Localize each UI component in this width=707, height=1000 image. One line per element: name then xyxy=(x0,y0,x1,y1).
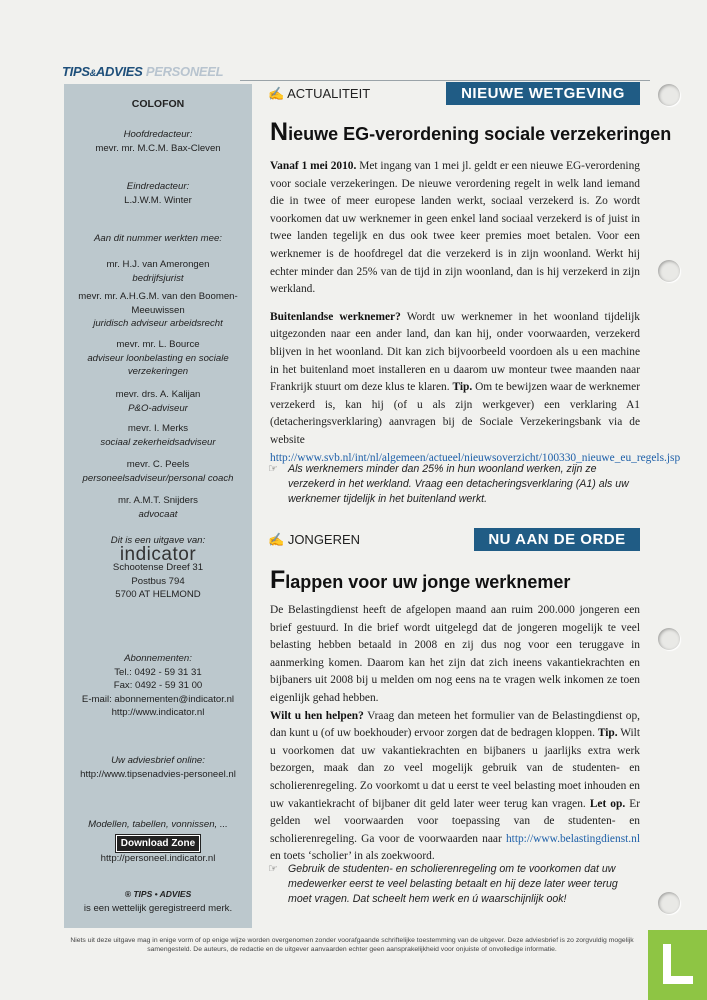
indicator-logo: indicator xyxy=(119,543,197,565)
binder-hole xyxy=(658,260,680,282)
badge-nu-aan-de-orde: NU AAN DE ORDE xyxy=(474,528,640,551)
paragraph: Buitenlandse werknemer? Wordt uw werknemer in het woonland tijdelijk uitgezonden naar een ander land, dan kan hij, onder voorwaarden, verzekerd blijven in het woonland. Dit kan zich bijvoorbeeld voordoen als u een machine in het buitenland moet installeren en u daarom uw monteur twee maanden naar Frankrijk stuurt om deze klus te klaren. Tip. Om te bewijzen waar de werknemer verzekerd is, kan hij (of u als zijn werkgever) een verklaring A1 (detacheringsverklaring) aanvragen bij de Sociale Verzekeringsbank via de website http://www.svb.nl/int/nl/algemeen/actueel/nieuwsoverzicht/100330_nieuwe_eu_regels.jsp xyxy=(270,310,681,464)
contributor-name: mr. A.M.T. Snijders xyxy=(118,495,198,506)
section-category: JONGEREN xyxy=(287,532,361,547)
contributor-role: adviseur loonbelasting en sociale verzekeringen xyxy=(87,352,229,378)
contributors-label: Aan dit nummer werkten mee: xyxy=(94,233,222,244)
hoofdredacteur-label: Hoofdredacteur: xyxy=(123,129,193,140)
publisher-label: Dit is een uitgave van: xyxy=(110,535,206,546)
online-label: Uw adviesbrief online: xyxy=(111,755,205,766)
disclaimer-footer: Niets uit deze uitgave mag in enige vorm of op enige wijze worden overgenomen zonder voorafgaande schriftelijke toestemming van de uitgever. Deze adviesbrief is zo zorgvuldig mogelijk samengesteld. De auteurs, de redactie en de uitgever aanvaarden echter geen aansprakelijkheid voor onjuiste of onvolledige informatie. xyxy=(70,937,634,953)
pointing-hand-icon: ☞ xyxy=(268,863,278,875)
publication-logo: TIPS&ADVIES PERSONEEL xyxy=(62,64,224,79)
paragraph: Vanaf 1 mei 2010. Met ingang van 1 mei jl. geldt er een nieuwe EG-verordening voor sociale verzekeringen. De nieuwe verordening regelt in welk land iemand die in twee of meer europese landen werkt, sociaal verzekerd is. Zo wordt voorkomen dat uw werknemer in geen enkel land sociaal verzekerd is of juist in twee landen tegelijk en dus ook twee keer premies moet betalen. Voor een werknemer is de hoofdregel dat die verzekerd is in zijn woonland. Werkt hij echter minder dan 25% van de tijd in zijn woonland, dan is hij verzekerd in zijn werkland. xyxy=(270,160,640,296)
address-line: Postbus 794 xyxy=(131,575,185,587)
belastingdienst-link[interactable]: http://www.belastingdienst.nl xyxy=(505,832,640,845)
address-line: 5700 AT HELMOND xyxy=(115,589,201,601)
contributor-name: mevr. drs. A. Kalijan xyxy=(115,389,201,400)
binder-hole xyxy=(658,84,680,106)
contributor-name: mevr. mr. A.H.G.M. van den Boomen-Meeuwissen xyxy=(78,291,238,316)
watermark-logo xyxy=(648,930,707,1000)
contributor-role: personeelsadviseur/personal coach xyxy=(82,472,234,484)
contributor-role: P&O-adviseur xyxy=(128,402,188,414)
fax: Fax: 0492 - 59 31 00 xyxy=(113,680,203,692)
svb-link[interactable]: http://www.svb.nl/int/nl/algemeen/actueel/nieuwsoverzicht/100330_nieuwe_eu_regels.jsp xyxy=(270,451,681,464)
download-url-link[interactable]: http://personeel.indicator.nl xyxy=(100,853,216,865)
trademark-text: is een wettelijk geregistreerd merk. xyxy=(83,902,233,914)
section-actualiteit-header xyxy=(268,86,370,102)
section-jongeren-header xyxy=(268,532,360,548)
contributor-name: mevr. mr. L. Bource xyxy=(116,339,200,350)
trademark-logo: ® TIPS • ADVIES xyxy=(124,889,192,899)
paragraph: Wilt u hen helpen? Vraag dan meteen het formulier van de Belastingdienst op, dan kunt u (of uw boekhouder) ervoor zorgen dat de bedragen kloppen. Tip. Wilt u voorkomen dat uw vakantiekrachten en bijbaners u jaarlijks extra werk bezorgen, maak dan zo veel mogelijk gebruik van de studenten- en scholierenregeling. Zo voorkomt u dat u eerst te veel belasting moet inhouden en uw vakantiekracht of bijbaner dit geld later weer terug kan vragen. Let op. Er gelden wel voorwaarden voor toepassing van de studenten- en scholierenregeling. Ga voor de voorwaarden naar http://www.belastingdienst.nl en toets ‘scholier’ in als zoekwoord. xyxy=(270,709,641,863)
contributor-role: sociaal zekerheidsadviseur xyxy=(100,436,216,448)
binder-hole xyxy=(658,892,680,914)
colofon-sidebar xyxy=(64,84,252,928)
section-category: ACTUALITEIT xyxy=(287,86,371,101)
pointing-hand-icon: ☞ xyxy=(268,463,278,475)
website-link[interactable]: http://www.indicator.nl xyxy=(111,707,205,719)
pen-icon: ✍ xyxy=(268,86,285,101)
badge-nieuwe-wetgeving: NIEUWE WETGEVING xyxy=(446,82,640,105)
summary-note: Gebruik de studenten- en scholierenregeling om te voorkomen dat uw medewerker eerst te veel belasting betaalt en hij deze later weer terug moet vragen. Dat scheelt hem werk en ú waarschijnlijk ook! xyxy=(288,863,618,905)
email-link[interactable]: E-mail: abonnementen@indicator.nl xyxy=(81,693,235,705)
colofon-title: COLOFON xyxy=(131,98,185,110)
hoofdredacteur-name: mevr. mr. M.C.M. Bax-Cleven xyxy=(95,142,221,154)
eindredacteur-label: Eindredacteur: xyxy=(126,181,190,192)
contributor-role: bedrijfsjurist xyxy=(132,272,184,284)
contributor-name: mr. H.J. van Amerongen xyxy=(106,259,210,270)
pen-icon: ✍ xyxy=(268,532,285,547)
contributor-role: advocaat xyxy=(138,508,178,520)
address-line: Schootense Dreef 31 xyxy=(112,562,204,574)
header-rule xyxy=(240,80,650,81)
article-body xyxy=(270,158,681,467)
contributor-name: mevr. C. Peels xyxy=(126,459,190,470)
subscriptions-label: Abonnementen: xyxy=(124,653,192,664)
summary-note: Als werknemers minder dan 25% in hun woonland werken, zijn ze verzekerd in het werkland. Vraag een detacheringsverklaring (A1) als uw werknemer tijdelijk in het buitenland werkt. xyxy=(288,463,629,505)
eindredacteur-name: L.J.W.M. Winter xyxy=(124,194,192,206)
contributor-name: mevr. I. Merks xyxy=(127,423,189,434)
article-title: Nieuwe EG-verordening sociale verzekeringen xyxy=(270,118,672,146)
contributor-role: juridisch adviseur arbeidsrecht xyxy=(93,318,223,330)
phone: Tel.: 0492 - 59 31 31 xyxy=(114,666,202,678)
online-url-link[interactable]: http://www.tipsenadvies-personeel.nl xyxy=(80,768,236,780)
article-body xyxy=(270,602,640,866)
paragraph: De Belastingdienst heeft de afgelopen maand aan ruim 200.000 jongeren een brief gestuurd. In die brief wordt uitgelegd dat de jongeren mogelijk te veel belasting hebben betaald in 2008 en zij dus nog voor een teruggave in aanmerking komen. Daarom kan het zijn dat zich ineens vakantiekrachten en bijbaners uit 2008 bij u melden om nog eens na te vragen welk inkomen ze toen eigenlijk gehad hebben. xyxy=(270,604,640,704)
download-text: Modellen, tabellen, vonnissen, ... xyxy=(88,819,228,830)
binder-hole xyxy=(658,628,680,650)
article-title: Flappen voor uw jonge werknemer xyxy=(270,566,571,594)
download-zone-button[interactable]: Download Zone xyxy=(116,835,200,853)
